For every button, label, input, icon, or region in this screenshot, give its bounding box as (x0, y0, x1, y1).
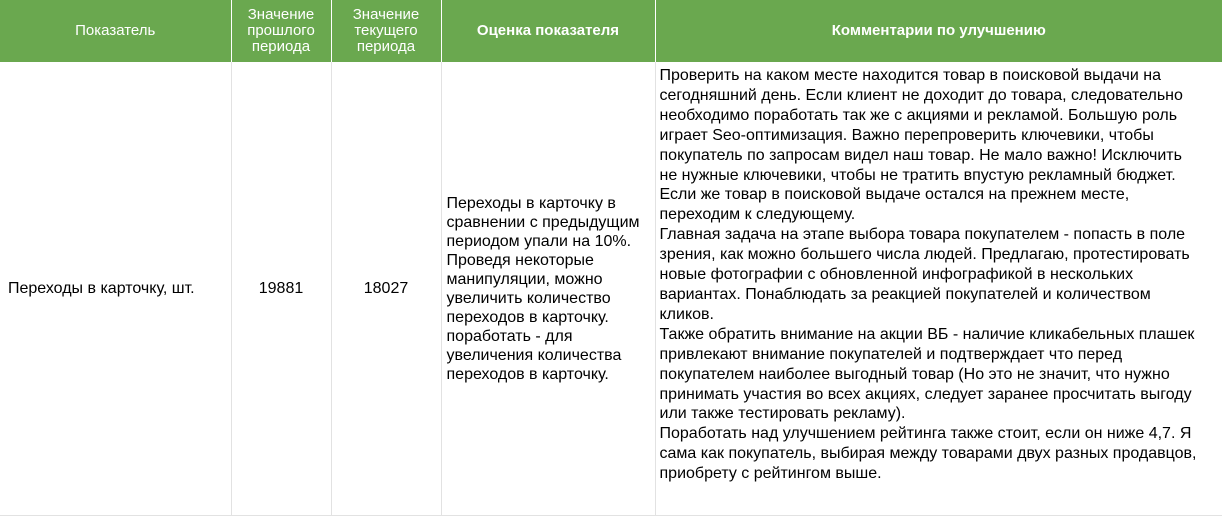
header-assessment[interactable]: Оценка показателя (441, 0, 655, 62)
metric-cell[interactable]: Переходы в карточку, шт. (0, 62, 231, 516)
header-current-period[interactable]: Значение текущего периода (331, 0, 441, 62)
header-row (0, 0, 1222, 62)
prev-value-cell[interactable]: 19881 (231, 62, 331, 516)
table-body (0, 62, 1222, 516)
current-value-cell[interactable]: 18027 (331, 62, 441, 516)
header-metric[interactable]: Показатель (0, 0, 231, 62)
table-row (0, 62, 1222, 516)
assessment-cell[interactable]: Переходы в карточку в сравнении с предыдущим периодом упали на 10%. Проведя некоторые манипуляции, можно увеличить количество переходов в карточку. поработать - для увеличения количества переходов в карточку. (441, 62, 655, 516)
header-comments[interactable]: Комментарии по улучшению (655, 0, 1222, 62)
table-header (0, 0, 1222, 62)
header-prev-period[interactable]: Значение прошлого периода (231, 0, 331, 62)
comment-cell[interactable]: Проверить на каком месте находится товар в поисковой выдачи на сегодняшний день. Если клиент не доходит до товара, следовательно необходимо поработать так же с акциями и рекламой. Большую роль играет Seo-оптимизация. Важно перепроверить ключевики, чтобы покупатель по запросам видел наш товар. Не мало важно! Исключить не нужные ключевики, чтобы не тратить впустую рекламный бюджет. Если же товар в поисковой выдаче остался на прежнем месте, переходим к следующему. Главная задача на этапе выбора товара покупателем - попасть в поле зрения, как можно большего числа людей. Предлагаю, протестировать новые фотографии с обновленной инфографикой в нескольких вариантах. Понаблюдать за реакцией покупателей и количеством кликов. Также обратить внимание на акции ВБ - наличие кликабельных плашек привлекают внимание покупателей и подтверждает что перед покупателем наиболее выгодный товар (Но это не значит, что нужно принимать участия во всех акциях, следует заранее просчитать выгоду или также тестировать рекламу). Поработать над улучшением рейтинга также стоит, если он ниже 4,7. Я сама как покупатель, выбирая между товарами двух разных продавцов, приобрету с рейтингом выше. (655, 62, 1222, 516)
